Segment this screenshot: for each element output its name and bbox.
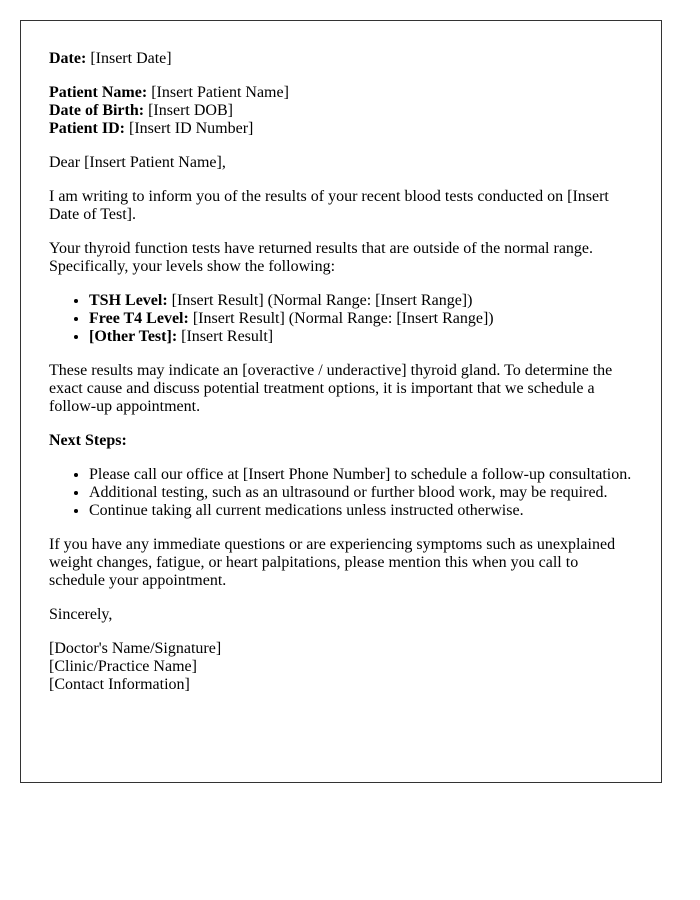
results-intro: Your thyroid function tests have returned results that are outside of the normal range. Specifically, your levels show the following:: [49, 240, 594, 275]
list-item: • Free T4 Level: [Insert Result] (Normal Range: [Insert Range]): [89, 310, 632, 328]
list-item: • Please call our office at [Insert Phone Number] to schedule a follow-up consultation.: [89, 466, 632, 484]
questions-paragraph: If you have any immediate questions or are experiencing symptoms such as unexplained weight changes, fatigue, or heart palpitations, please mention this when you call to schedule your appointment.: [49, 536, 616, 589]
interpretation-paragraph: These results may indicate an [overactive / underactive] thyroid gland. To determine the exact cause and discuss potential treatment options, it is important that we schedule a follow-up appointment.: [49, 362, 613, 415]
letter: [20, 20, 662, 783]
patient-info: Patient Name: [Insert Patient Name] Date of Birth: [Insert DOB] Patient ID: [Insert ID Number]: [49, 84, 289, 137]
date-line: Date: [Insert Date]: [49, 50, 172, 67]
intro-paragraph: I am writing to inform you of the results of your recent blood tests conducted on [Insert Date of Test].: [49, 188, 609, 223]
next-steps-heading: Next Steps:: [49, 432, 127, 449]
signature-block: [Doctor's Name/Signature] [Clinic/Practice Name] [Contact Information]: [49, 640, 222, 693]
results-list: [49, 292, 632, 346]
list-item: • Additional testing, such as an ultrasound or further blood work, may be required.: [89, 484, 632, 502]
closing: Sincerely,: [49, 606, 113, 623]
list-item: • [Other Test]: [Insert Result]: [89, 328, 632, 346]
next-steps-list: [49, 466, 632, 520]
salutation: Dear [Insert Patient Name],: [49, 154, 226, 171]
list-item: • Continue taking all current medications unless instructed otherwise.: [89, 502, 632, 520]
list-item: • TSH Level: [Insert Result] (Normal Range: [Insert Range]): [89, 292, 632, 310]
